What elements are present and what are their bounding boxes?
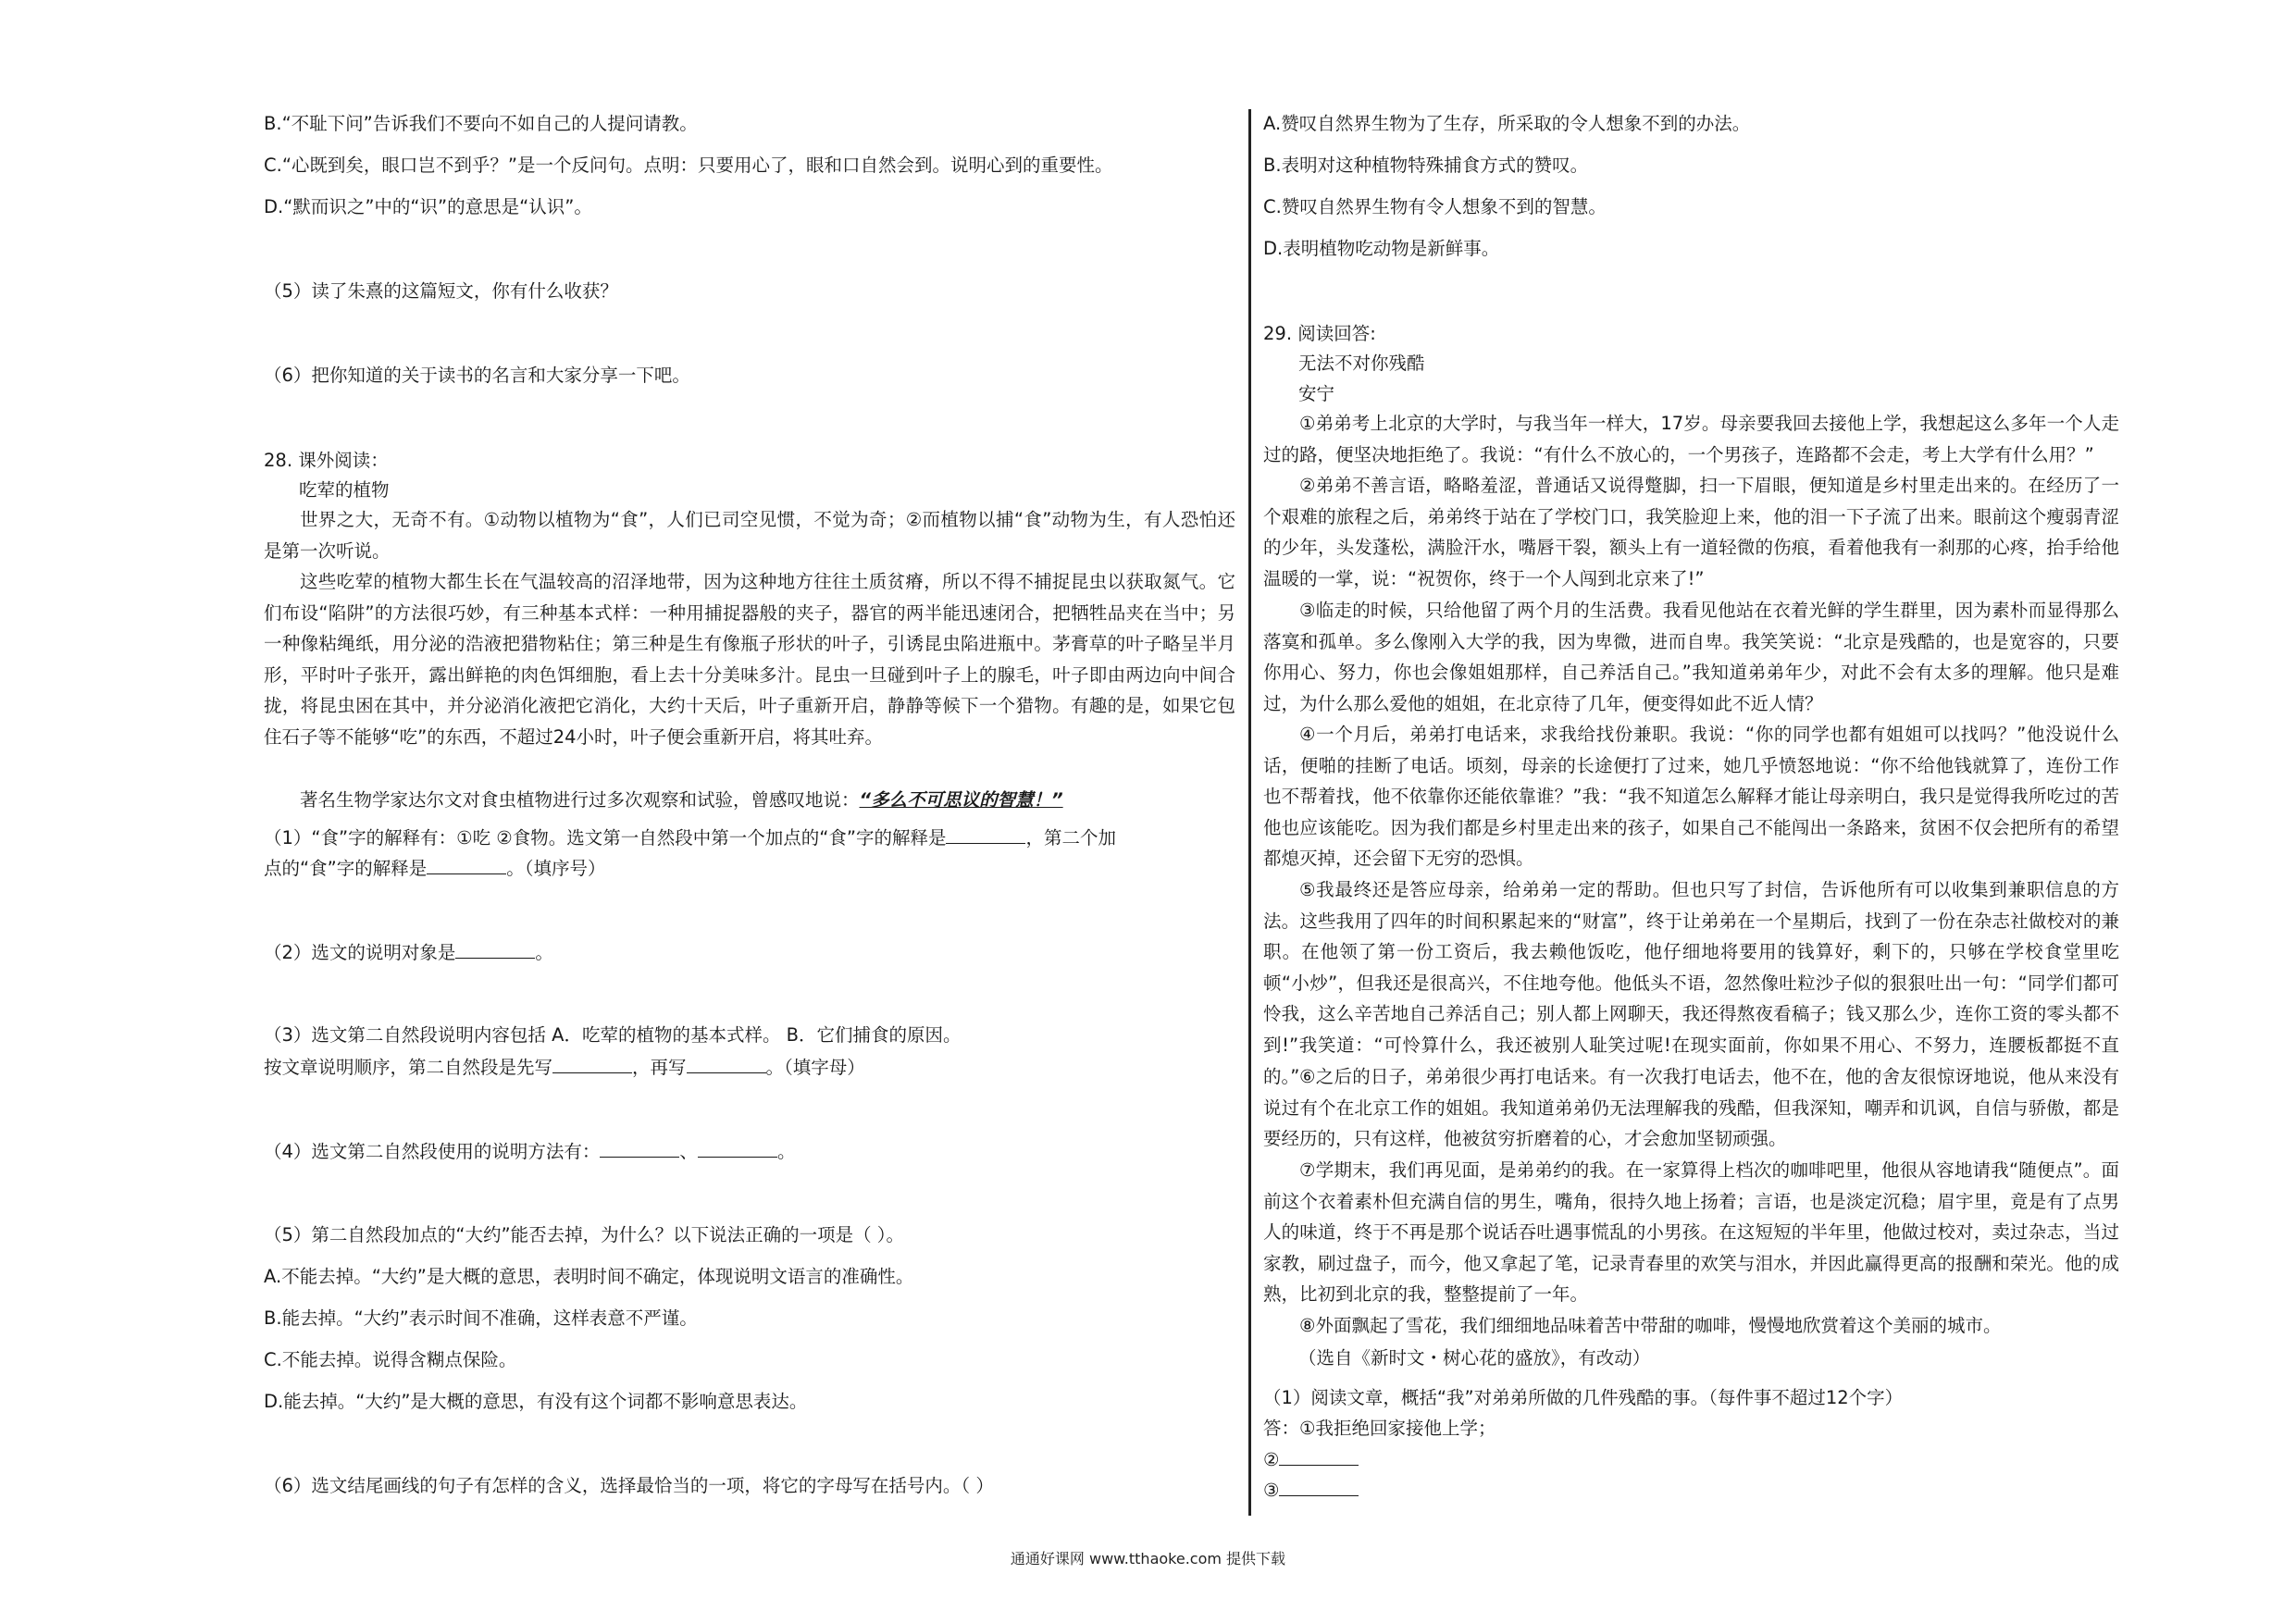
sub-question-1-text-d: 。（填序号） bbox=[506, 858, 606, 879]
sub-question-1-text-b: ，第二个加 bbox=[1025, 827, 1116, 849]
option-b: B.“不耻下问”告诉我们不要向不如自己的人提问请教。 bbox=[264, 113, 698, 134]
option-a: A.赞叹自然界生物为了生存，所采取的令人想象不到的办法。 bbox=[1263, 113, 1751, 134]
paragraph-5: ⑤我最终还是答应母亲，给弟弟一定的帮助。但也只写了封信，告诉他所有可以收集到兼职信息的方法。这些我用了四年的时间积累起来的“财富”，终于让弟弟在一个星期后，找到了一份在杂志社做校对的兼职。在他领了第一份工资后，我去赖他饭吃，他仔细地将要用的钱算好，剩下的，只够在学校食堂里吃顿“小炒”，但我还是很高兴，不住地夸他。他低头不语，忽然像吐粒沙子似的狠狠吐出一句：“同学们都可怜我，这么辛苦地自己养活自己；别人都上网聊天，我还得熬夜看稿子；钱又那么少，连你工资的零头都不到!”我笑道：“可怜算什么，我还被别人耻笑过呢!在现实面前，你如果不用心、不努力，连腰板都挺不直的。” bbox=[1263, 879, 2119, 1087]
answer-blank[interactable] bbox=[1279, 1479, 1359, 1496]
article-title: 吃荤的植物 bbox=[299, 479, 390, 501]
answer-blank[interactable] bbox=[552, 1056, 632, 1073]
paragraph-3 bbox=[264, 785, 1235, 816]
sub-question-1 bbox=[264, 826, 1116, 849]
paragraph-7: ⑦学期末，我们再见面，是弟弟约的我。在一家算得上档次的咖啡吧里，他很从容地请我“随便点”。面前这个衣着素朴但充满自信的男生，嘴角，很持久地上扬着；言语，也是淡定沉稳；眉宇里，竟是有了点男人的味道，终于不再是那个说话吞吐遇事慌乱的小男孩。在这短短的半年里，他做过校对，卖过杂志，当过家教，刷过盘子，而今，他又拿起了笔，记录青春里的欢笑与泪水，并因此赢得更高的报酬和荣光。他的成熟，比初到北京的我，整整提前了一年。 bbox=[1263, 1159, 2119, 1306]
page-footer: 通通好课网 www.tthaoke.com 提供下载 bbox=[1010, 1550, 1286, 1567]
answer-blank[interactable] bbox=[600, 1140, 679, 1158]
sub-question-4-text: （4）选文第二自然段使用的说明方法有： bbox=[264, 1141, 601, 1162]
paragraph-3-text: 著名生物学家达尔文对食虫植物进行过多次观察和试验，曾感叹地说： bbox=[300, 789, 860, 811]
sub-question-3-text-b: 按文章说明顺序，第二自然段是先写 bbox=[264, 1057, 553, 1078]
sub-question-1-cont bbox=[264, 857, 605, 880]
sub-question-6: （6）选文结尾画线的句子有怎样的含义，选择最恰当的一项，将它的字母写在括号内。（ ） bbox=[264, 1475, 994, 1496]
option-c: C.赞叹自然界生物有令人想象不到的智慧。 bbox=[1263, 196, 1607, 217]
sub-question-4-end: 。 bbox=[776, 1141, 796, 1162]
paragraph-6: ⑥之后的日子，弟弟很少再打电话来。有一次我打电话去，他不在，他的舍友很惊讶地说，他从来没有说过有个在北京工作的姐姐。我知道弟弟仍无法理解我的残酷，但我深知，嘲弄和讥讽，自信与骄傲，都是要经历的，只有这样，他被贫穷折磨着的心，才会愈加坚韧顽强。 bbox=[1263, 1066, 2119, 1150]
paragraph-2: ②弟弟不善言语，略略羞涩，普通话又说得蹩脚，扫一下眉眼，便知道是乡村里走出来的。在经历了一个艰难的旅程之后，弟弟终于站在了学校门口，我笑脸迎上来，他的泪一下子流了出来。眼前这个瘦弱青涩的少年，头发蓬松，满脸汗水，嘴唇干裂，额头上有一道轻微的伤痕，看着他我有一刹那的心疼，抬手给他温暖的一掌，说：“祝贺你，终于一个人闯到北京来了!” bbox=[1263, 475, 2119, 589]
option-d: D.“默而识之”中的“识”的意思是“认识”。 bbox=[264, 196, 592, 217]
sub-question-2-text: （2）选文的说明对象是 bbox=[264, 942, 456, 963]
sub-question-1-text-c: 点的“食”字的解释是 bbox=[264, 858, 428, 879]
source-note: （选自《新时文・树心花的盛放》，有改动） bbox=[1298, 1347, 1651, 1369]
sub-question-5: （5）第二自然段加点的“大约”能否去掉，为什么？以下说法正确的一项是（ ）。 bbox=[264, 1224, 905, 1245]
answer-blank[interactable] bbox=[698, 1140, 777, 1158]
sub-question-2-end: 。 bbox=[535, 942, 553, 963]
answer-3 bbox=[1263, 1479, 1359, 1502]
answer-3-label: ③ bbox=[1263, 1480, 1280, 1501]
question-5: （5）读了朱熹的这篇短文，你有什么收获？ bbox=[264, 280, 618, 302]
article-author: 安宁 bbox=[1298, 383, 1335, 404]
answer-blank[interactable] bbox=[946, 826, 1025, 844]
sub-question-3: （3）选文第二自然段说明内容包括 A．吃荤的植物的基本式样。 B．它们捕食的原因。 bbox=[264, 1024, 962, 1046]
question-28-heading: 28. 课外阅读： bbox=[264, 450, 389, 471]
article-title: 无法不对你残酷 bbox=[1298, 353, 1425, 374]
question-6: （6）把你知道的关于读书的名言和大家分享一下吧。 bbox=[264, 365, 690, 386]
paragraph-2: 这些吃荤的植物大都生长在气温较高的沼泽地带，因为这种地方往往土质贫瘠，所以不得不捕捉昆虫以获取氮气。它们布设“陷阱”的方法很巧妙，有三种基本式样：一种用捕捉器般的夹子，器官的两半能迅速闭合，把牺牲品夹在当中；另一种像粘绳纸，用分泌的浩液把猎物粘住；第三种是生有像瓶子形状的叶子，引诱昆虫陷进瓶中。茅膏草的叶子略呈半月形，平时叶子张开，露出鲜艳的肉色饵细胞，看上去十分美味多汁。昆虫一旦碰到叶子上的腺毛，叶子即由两边向中间合拢，将昆虫困在其中，并分泌消化液把它消化，大约十天后，叶子重新开启，静静等候下一个猎物。有趣的是，如果它包住石子等不能够“吃”的东西，不超过24小时，叶子便会重新开启，将其吐弃。 bbox=[264, 571, 1235, 748]
paragraph-4: ④一个月后，弟弟打电话来，求我给找份兼职。我说：“你的同学也都有姐姐可以找吗？”他没说什么话，便啪的挂断了电话。顷刻，母亲的长途便打了过来，她几乎愤怒地说：“你不给他钱就算了，连份工作也不帮着找，他不依靠你还能依靠谁？”我：“我不知道怎么解释才能让母亲明白，我只是觉得我所吃过的苦他也应该能吃。因为我们都是乡村里走出来的孩子，如果自己不能闯出一条路来，贫困不仅会把所有的希望都熄灭掉，还会留下无穷的恐惧。 bbox=[1263, 724, 2119, 870]
answer-2-label: ② bbox=[1263, 1449, 1280, 1470]
answer-blank[interactable] bbox=[687, 1056, 766, 1073]
column-divider bbox=[1248, 109, 1251, 1516]
answer-2 bbox=[1263, 1448, 1359, 1471]
sub-question-3-text-c: ，再写 bbox=[632, 1057, 687, 1078]
option-d: D.表明植物吃动物是新鲜事。 bbox=[1263, 238, 1500, 259]
sub-question-5-option-d: D.能去掉。“大约”是大概的意思，有没有这个词都不影响意思表达。 bbox=[264, 1391, 808, 1412]
sub-question-4-sep: 、 bbox=[679, 1141, 698, 1162]
sub-question-3-text-d: 。（填字母） bbox=[765, 1057, 865, 1078]
sub-question-2 bbox=[264, 941, 553, 964]
answer-blank[interactable] bbox=[427, 857, 506, 874]
question-29-heading: 29. 阅读回答: bbox=[1263, 323, 1376, 344]
option-b: B.表明对这种植物特殊捕食方式的赞叹。 bbox=[1263, 155, 1589, 176]
sub-question-5-option-a: A.不能去掉。“大约”是大概的意思，表明时间不确定，体现说明文语言的准确性。 bbox=[264, 1266, 914, 1287]
sub-question-5-option-c: C.不能去掉。说得含糊点保险。 bbox=[264, 1349, 517, 1370]
sub-question-3-cont bbox=[264, 1056, 865, 1079]
answer-blank[interactable] bbox=[1279, 1448, 1359, 1466]
sub-question-4 bbox=[264, 1140, 795, 1163]
sub-question-1: （1）阅读文章，概括“我”对弟弟所做的几件残酷的事。（每件事不超过12个字） bbox=[1263, 1387, 1904, 1408]
answer-blank[interactable] bbox=[455, 941, 535, 959]
paragraph-1: 世界之大，无奇不有。①动物以植物为“食”，人们已司空见惯，不觉为奇；②而植物以捕“食”动物为生，有人恐怕还是第一次听说。 bbox=[264, 509, 1235, 562]
sub-question-1-text: （1）“食”字的解释有：①吃 ②食物。选文第一自然段中第一个加点的“食”字的解释是 bbox=[264, 827, 947, 849]
option-c: C.“心既到矣，眼口岂不到乎？”是一个反问句。点明：只要用心了，眼和口自然会到。说明心到的重要性。 bbox=[264, 155, 1113, 176]
underlined-quote: “多么不可思议的智慧！” bbox=[859, 789, 1063, 811]
sub-question-5-option-b: B.能去掉。“大约”表示时间不准确，这样表意不严谨。 bbox=[264, 1307, 698, 1329]
paragraph-1: ①弟弟考上北京的大学时，与我当年一样大，17岁。母亲要我回去接他上学，我想起这么多年一个人走过的路，便坚决地拒绝了。我说：“有什么不放心的，一个男孩子，连路都不会走，考上大学有什么用？” bbox=[1263, 413, 2119, 465]
paragraph-3: ③临走的时候，只给他留了两个月的生活费。我看见他站在衣着光鲜的学生群里，因为素朴而显得那么落寞和孤单。多么像刚入大学的我，因为卑微，进而自卑。我笑笑说：“北京是残酷的，也是宽容的，只要你用心、努力，你也会像姐姐那样，自己养活自己。”我知道弟弟年少，对此不会有太多的理解。他只是难过，为什么那么爱他的姐姐，在北京待了几年，便变得如此不近人情？ bbox=[1263, 600, 2119, 714]
answer-1: 答：①我拒绝回家接他上学； bbox=[1263, 1418, 1496, 1439]
paragraph-8: ⑧外面飘起了雪花，我们细细地品味着苦中带甜的咖啡，慢慢地欣赏着这个美丽的城市。 bbox=[1299, 1315, 2002, 1336]
